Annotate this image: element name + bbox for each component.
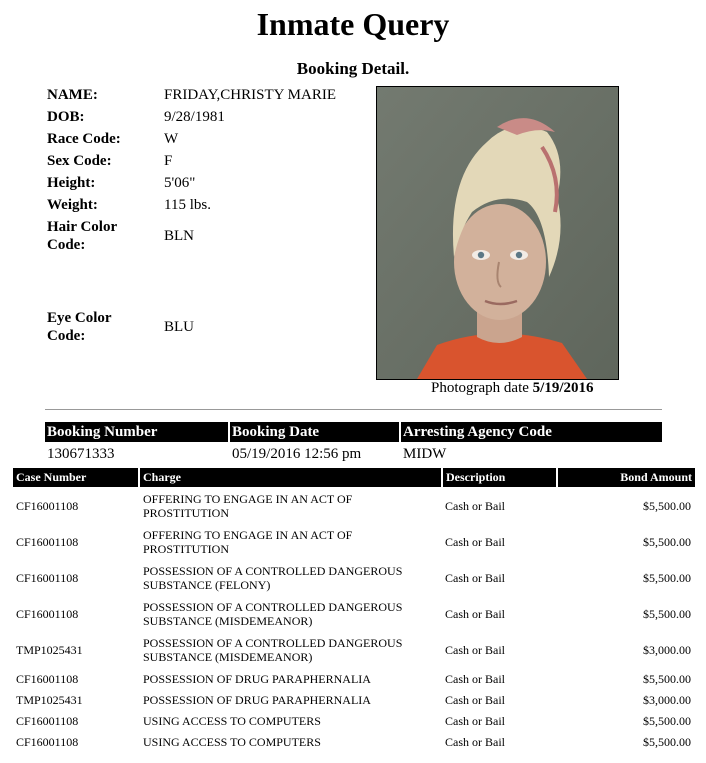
charge-text: POSSESSION OF DRUG PARAPHERNALIA [143,671,371,686]
eye-value: BLU [164,319,194,335]
charge-text: POSSESSION OF DRUG PARAPHERNALIA [143,692,371,707]
table-row [0,668,706,689]
case-number: TMP1025431 [16,643,83,657]
charge-description: Cash or Bail [445,734,505,749]
name-value: FRIDAY,CHRISTY MARIE [164,87,336,103]
table-row [0,524,706,560]
weight-label: Weight: [47,197,98,213]
bond-amount: $5,500.00 [643,671,691,686]
bond-amount-header: Bond Amount [558,468,695,487]
sex-label: Sex Code: [47,153,112,169]
booking-number-header: Booking Number [45,422,228,442]
table-row [0,710,706,731]
case-number: CF16001108 [16,535,79,549]
photo-date: 5/19/2016 [532,380,594,396]
booking-date-value: 05/19/2016 12:56 pm [232,446,362,462]
dob-value: 9/28/1981 [164,109,225,125]
arresting-agency-header: Arresting Agency Code [401,422,662,442]
charge-header: Charge [140,468,441,487]
charge-text: POSSESSION OF A CONTROLLED DANGEROUS SUBSTANCE (MISDEMEANOR) [143,600,403,628]
description-header: Description [443,468,556,487]
height-value: 5'06" [164,175,196,191]
case-number: CF16001108 [16,713,79,728]
charge-description: Cash or Bail [445,535,505,549]
race-value: W [164,131,179,147]
case-number: CF16001108 [16,571,79,585]
page-title: Inmate Query [256,6,450,42]
hair-label: Hair Color Code: [47,219,117,253]
booking-date-header: Booking Date [230,422,399,442]
charge-text: OFFERING TO ENGAGE IN AN ACT OF PROSTITUTION [143,528,353,556]
bond-amount: $5,500.00 [643,571,691,585]
case-number: CF16001108 [16,671,79,686]
dob-label: DOB: [47,109,85,125]
arresting-agency-value: MIDW [403,446,447,462]
hair-value: BLN [164,228,194,244]
sex-value: F [164,153,173,169]
charge-description: Cash or Bail [445,571,505,585]
charge-text: POSSESSION OF A CONTROLLED DANGEROUS SUBSTANCE (FELONY) [143,564,403,592]
charge-description: Cash or Bail [445,671,505,686]
case-number: CF16001108 [16,734,79,749]
photo-caption [431,379,594,397]
charge-description: Cash or Bail [445,499,505,513]
charge-description: Cash or Bail [445,643,505,657]
case-number-header: Case Number [13,468,138,487]
bond-amount: $3,000.00 [643,643,691,657]
height-label: Height: [47,175,96,191]
case-number: CF16001108 [16,607,79,621]
weight-value: 115 lbs. [164,197,211,213]
mugshot-image [377,87,618,379]
charge-description: Cash or Bail [445,607,505,621]
table-row [0,689,706,710]
table-row [0,560,706,596]
table-row [0,731,706,752]
bond-amount: $3,000.00 [643,692,691,707]
charge-text: USING ACCESS TO COMPUTERS [143,713,321,728]
charge-description: Cash or Bail [445,713,505,728]
bond-amount: $5,500.00 [643,607,691,621]
eye-label: Eye Color Code: [47,310,112,344]
divider [45,409,662,410]
photo-caption-label: Photograph date [431,380,529,396]
charge-text: USING ACCESS TO COMPUTERS [143,734,321,749]
booking-number-value: 130671333 [47,446,115,462]
race-label: Race Code: [47,131,121,147]
bond-amount: $5,500.00 [643,535,691,549]
section-subtitle: Booking Detail. [296,59,410,78]
bond-amount: $5,500.00 [643,734,691,749]
table-row [0,488,706,524]
case-number: CF16001108 [16,499,79,513]
table-row [0,596,706,632]
name-label: NAME: [47,87,98,103]
charge-text: OFFERING TO ENGAGE IN AN ACT OF PROSTITUTION [143,492,353,520]
case-number: TMP1025431 [16,692,83,707]
bond-amount: $5,500.00 [643,713,691,728]
charge-description: Cash or Bail [445,692,505,707]
table-row [0,632,706,668]
charge-text: POSSESSION OF A CONTROLLED DANGEROUS SUBSTANCE (MISDEMEANOR) [143,636,403,664]
bond-amount: $5,500.00 [643,499,691,513]
booking-photo [376,86,619,380]
